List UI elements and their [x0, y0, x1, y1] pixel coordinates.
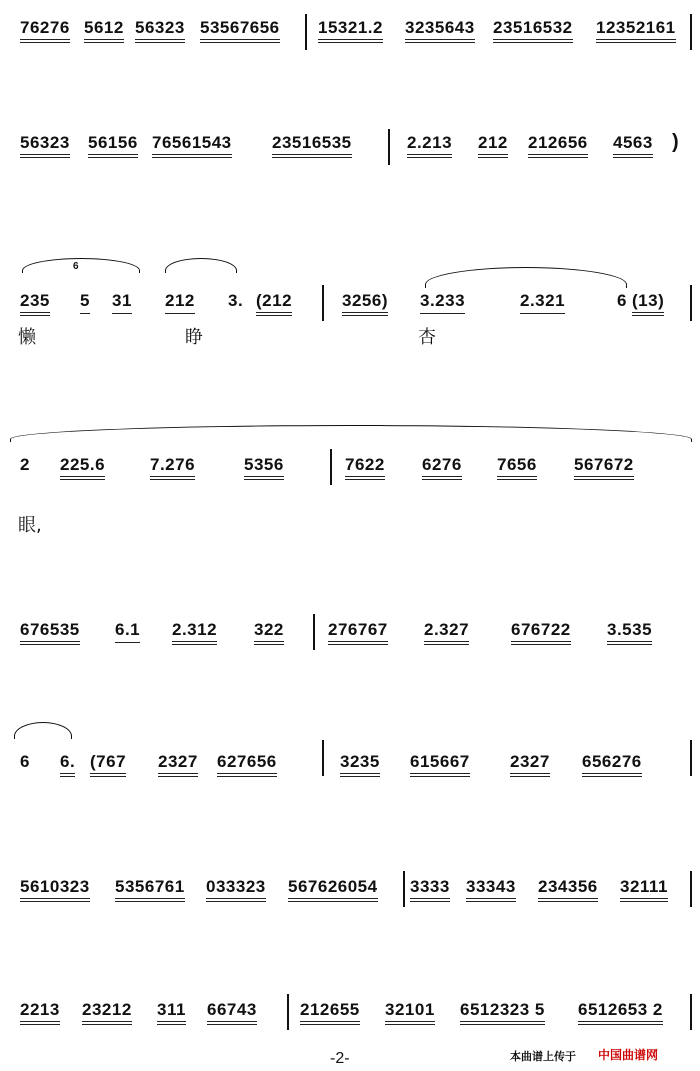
note-group: 3.	[228, 291, 244, 310]
note-group: 615667	[410, 752, 470, 778]
note-group: 3235643	[405, 18, 475, 44]
grace-note: 6	[73, 261, 79, 272]
note-group: 276767	[328, 620, 388, 646]
note-group: 235	[20, 291, 50, 317]
note-group: 7.276	[150, 455, 195, 481]
note-group: 3256)	[342, 291, 388, 317]
slur	[10, 425, 692, 442]
note-group: 212	[478, 133, 508, 159]
bar-line	[330, 449, 332, 485]
slur	[22, 258, 140, 273]
note-group: 225.6	[60, 455, 105, 481]
note-group: 23516535	[272, 133, 352, 159]
bar-line	[690, 871, 692, 907]
note-group: 2.312	[172, 620, 217, 646]
note-group: 6512323 5	[460, 1000, 545, 1026]
bar-line	[690, 14, 692, 50]
slur	[165, 258, 237, 273]
note-group: 5610323	[20, 877, 90, 903]
note-group: 2	[20, 455, 30, 474]
note-group: 6.1	[115, 620, 140, 646]
note-group: 627656	[217, 752, 277, 778]
note-group: 76276	[20, 18, 70, 44]
note-group: 7656	[497, 455, 537, 481]
close-paren: )	[672, 131, 679, 153]
note-group: 5612	[84, 18, 124, 44]
lyric: 懒	[18, 327, 36, 348]
note-group: 212656	[528, 133, 588, 159]
slur	[14, 722, 72, 739]
note-group: 12352161	[596, 18, 676, 44]
note-group: 5	[80, 291, 90, 317]
bar-line	[313, 614, 315, 650]
note-group: 656276	[582, 752, 642, 778]
upload-credit: 本曲谱上传于	[510, 1051, 576, 1063]
note-group: 2213	[20, 1000, 60, 1026]
note-group: 234356	[538, 877, 598, 903]
note-group: 32111	[620, 877, 668, 903]
slur	[425, 267, 627, 288]
lyric: 眼,	[18, 515, 42, 536]
note-group: 676535	[20, 620, 80, 646]
note-group: 6	[20, 752, 30, 771]
note-group: 56323	[135, 18, 185, 44]
bar-line	[322, 285, 324, 321]
note-group: 7622	[345, 455, 385, 481]
note-group: 2.327	[424, 620, 469, 646]
note-group: (212	[256, 291, 292, 317]
lyric: 睁	[185, 327, 203, 348]
note-group: 3235	[340, 752, 380, 778]
note-group: 76561543	[152, 133, 232, 159]
note-group: 56323	[20, 133, 70, 159]
note-group: 53567656	[200, 18, 280, 44]
note-group: 33343	[466, 877, 516, 903]
note-group: 2.321	[520, 291, 565, 317]
note-group: 567626054	[288, 877, 378, 903]
note-group: 3.233	[420, 291, 465, 317]
note-group: 212	[165, 291, 195, 317]
note-group: 15321.2	[318, 18, 383, 44]
note-group: 56156	[88, 133, 138, 159]
note-group: 6.	[60, 752, 75, 778]
note-group: 2.213	[407, 133, 452, 159]
note-group: 322	[254, 620, 284, 646]
site-logo: 中国曲谱网	[598, 1048, 659, 1062]
bar-line	[690, 285, 692, 321]
note-group: 6276	[422, 455, 462, 481]
note-group: 2327	[510, 752, 550, 778]
note-group: 212655	[300, 1000, 360, 1026]
note-group: 5356761	[115, 877, 185, 903]
note-group: 5356	[244, 455, 284, 481]
note-group: 31	[112, 291, 132, 317]
bar-line	[287, 994, 289, 1030]
note-group: 2327	[158, 752, 198, 778]
bar-line	[305, 14, 307, 50]
note-group: 32101	[385, 1000, 435, 1026]
note-group: (767	[90, 752, 126, 778]
bar-line	[690, 740, 692, 776]
page-number: -2-	[330, 1050, 350, 1067]
note-group: 033323	[206, 877, 266, 903]
note-group: 66743	[207, 1000, 257, 1026]
bar-line	[690, 994, 692, 1030]
bar-line	[322, 740, 324, 776]
note-group: 567672	[574, 455, 634, 481]
note-group: 6512653 2	[578, 1000, 663, 1026]
bar-line	[403, 871, 405, 907]
note-group: 23212	[82, 1000, 132, 1026]
lyric: 杏	[418, 327, 436, 348]
note-group: 3.535	[607, 620, 652, 646]
note-group: 4563	[613, 133, 653, 159]
bar-line	[388, 129, 390, 165]
note-group: 676722	[511, 620, 571, 646]
note-group: 311	[157, 1000, 186, 1026]
note-group: 2351653​2	[493, 18, 573, 44]
note-group: (13)	[632, 291, 664, 317]
note-group: 3333	[410, 877, 450, 903]
note-group: 6	[617, 291, 627, 310]
